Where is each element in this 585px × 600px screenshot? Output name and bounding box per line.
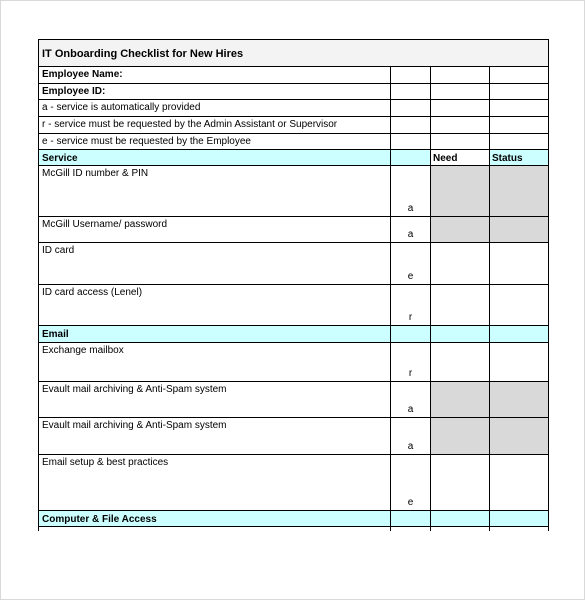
checklist-sheet — [38, 39, 549, 531]
employee-id-cell-c[interactable] — [431, 84, 490, 99]
table-row — [39, 382, 548, 418]
need-cell[interactable] — [431, 382, 490, 417]
employee-id-cell-d[interactable] — [490, 84, 548, 99]
employee-name-cell-b[interactable] — [391, 67, 431, 83]
status-cell[interactable] — [490, 285, 548, 325]
item-code: a — [391, 418, 431, 454]
employee-id-label: Employee ID: — [39, 84, 391, 99]
column-status-header: Status — [492, 153, 523, 164]
item-label: ID card access (Lenel) — [39, 285, 391, 325]
legend-row-r — [39, 117, 548, 134]
employee-id-row — [39, 84, 548, 100]
employee-id-cell-b[interactable] — [391, 84, 431, 99]
status-cell[interactable] — [490, 382, 548, 417]
item-code: r — [391, 285, 431, 325]
section-service-label: Service — [39, 150, 391, 165]
table-row — [39, 217, 548, 243]
column-need-header: Need — [431, 150, 490, 165]
need-cell[interactable] — [431, 285, 490, 325]
item-label: Exchange mailbox — [39, 343, 391, 381]
employee-name-cell-d[interactable] — [490, 67, 548, 83]
item-code: a — [391, 166, 431, 216]
status-cell[interactable] — [490, 217, 548, 242]
status-cell[interactable] — [490, 343, 548, 381]
status-cell[interactable] — [490, 166, 548, 216]
section-email — [39, 326, 548, 343]
item-code: r — [391, 343, 431, 381]
item-code: e — [391, 243, 431, 284]
employee-name-label: Employee Name: — [39, 67, 391, 83]
table-row — [39, 343, 548, 382]
legend-row-a — [39, 100, 548, 117]
item-label: Evault mail archiving & Anti-Spam system — [39, 418, 391, 454]
need-cell[interactable] — [431, 343, 490, 381]
need-cell[interactable] — [431, 418, 490, 454]
section-computer-label: Computer & File Access — [39, 511, 391, 526]
item-label: Email setup & best practices — [39, 455, 391, 510]
item-label: Evault mail archiving & Anti-Spam system — [39, 382, 391, 417]
table-row — [39, 418, 548, 455]
item-label: ID card — [39, 243, 391, 284]
legend-e: e - service must be requested by the Employee — [39, 134, 391, 149]
item-code: e — [391, 455, 431, 510]
item-label: McGill Username/ password — [39, 217, 391, 242]
item-code: a — [391, 382, 431, 417]
need-cell[interactable] — [431, 455, 490, 510]
table-row — [39, 285, 548, 326]
table-row — [39, 455, 548, 511]
status-cell[interactable] — [490, 418, 548, 454]
section-computer — [39, 511, 548, 527]
legend-a: a - service is automatically provided — [39, 100, 391, 116]
need-cell[interactable] — [431, 166, 490, 216]
table-row — [39, 166, 548, 217]
section-service — [39, 150, 548, 166]
legend-r: r - service must be requested by the Admin Assistant or Supervisor — [39, 117, 391, 133]
item-code: a — [391, 217, 431, 242]
need-cell[interactable] — [431, 243, 490, 284]
checklist-title: IT Onboarding Checklist for New Hires — [39, 39, 548, 67]
employee-name-row — [39, 67, 548, 84]
need-cell[interactable] — [431, 217, 490, 242]
employee-name-cell-c[interactable] — [431, 67, 490, 83]
status-cell[interactable] — [490, 243, 548, 284]
item-label: McGill ID number & PIN — [39, 166, 391, 216]
status-cell[interactable] — [490, 455, 548, 510]
legend-row-e — [39, 134, 548, 150]
section-email-label: Email — [39, 326, 391, 342]
table-row — [39, 243, 548, 285]
trailing-row — [39, 527, 548, 531]
